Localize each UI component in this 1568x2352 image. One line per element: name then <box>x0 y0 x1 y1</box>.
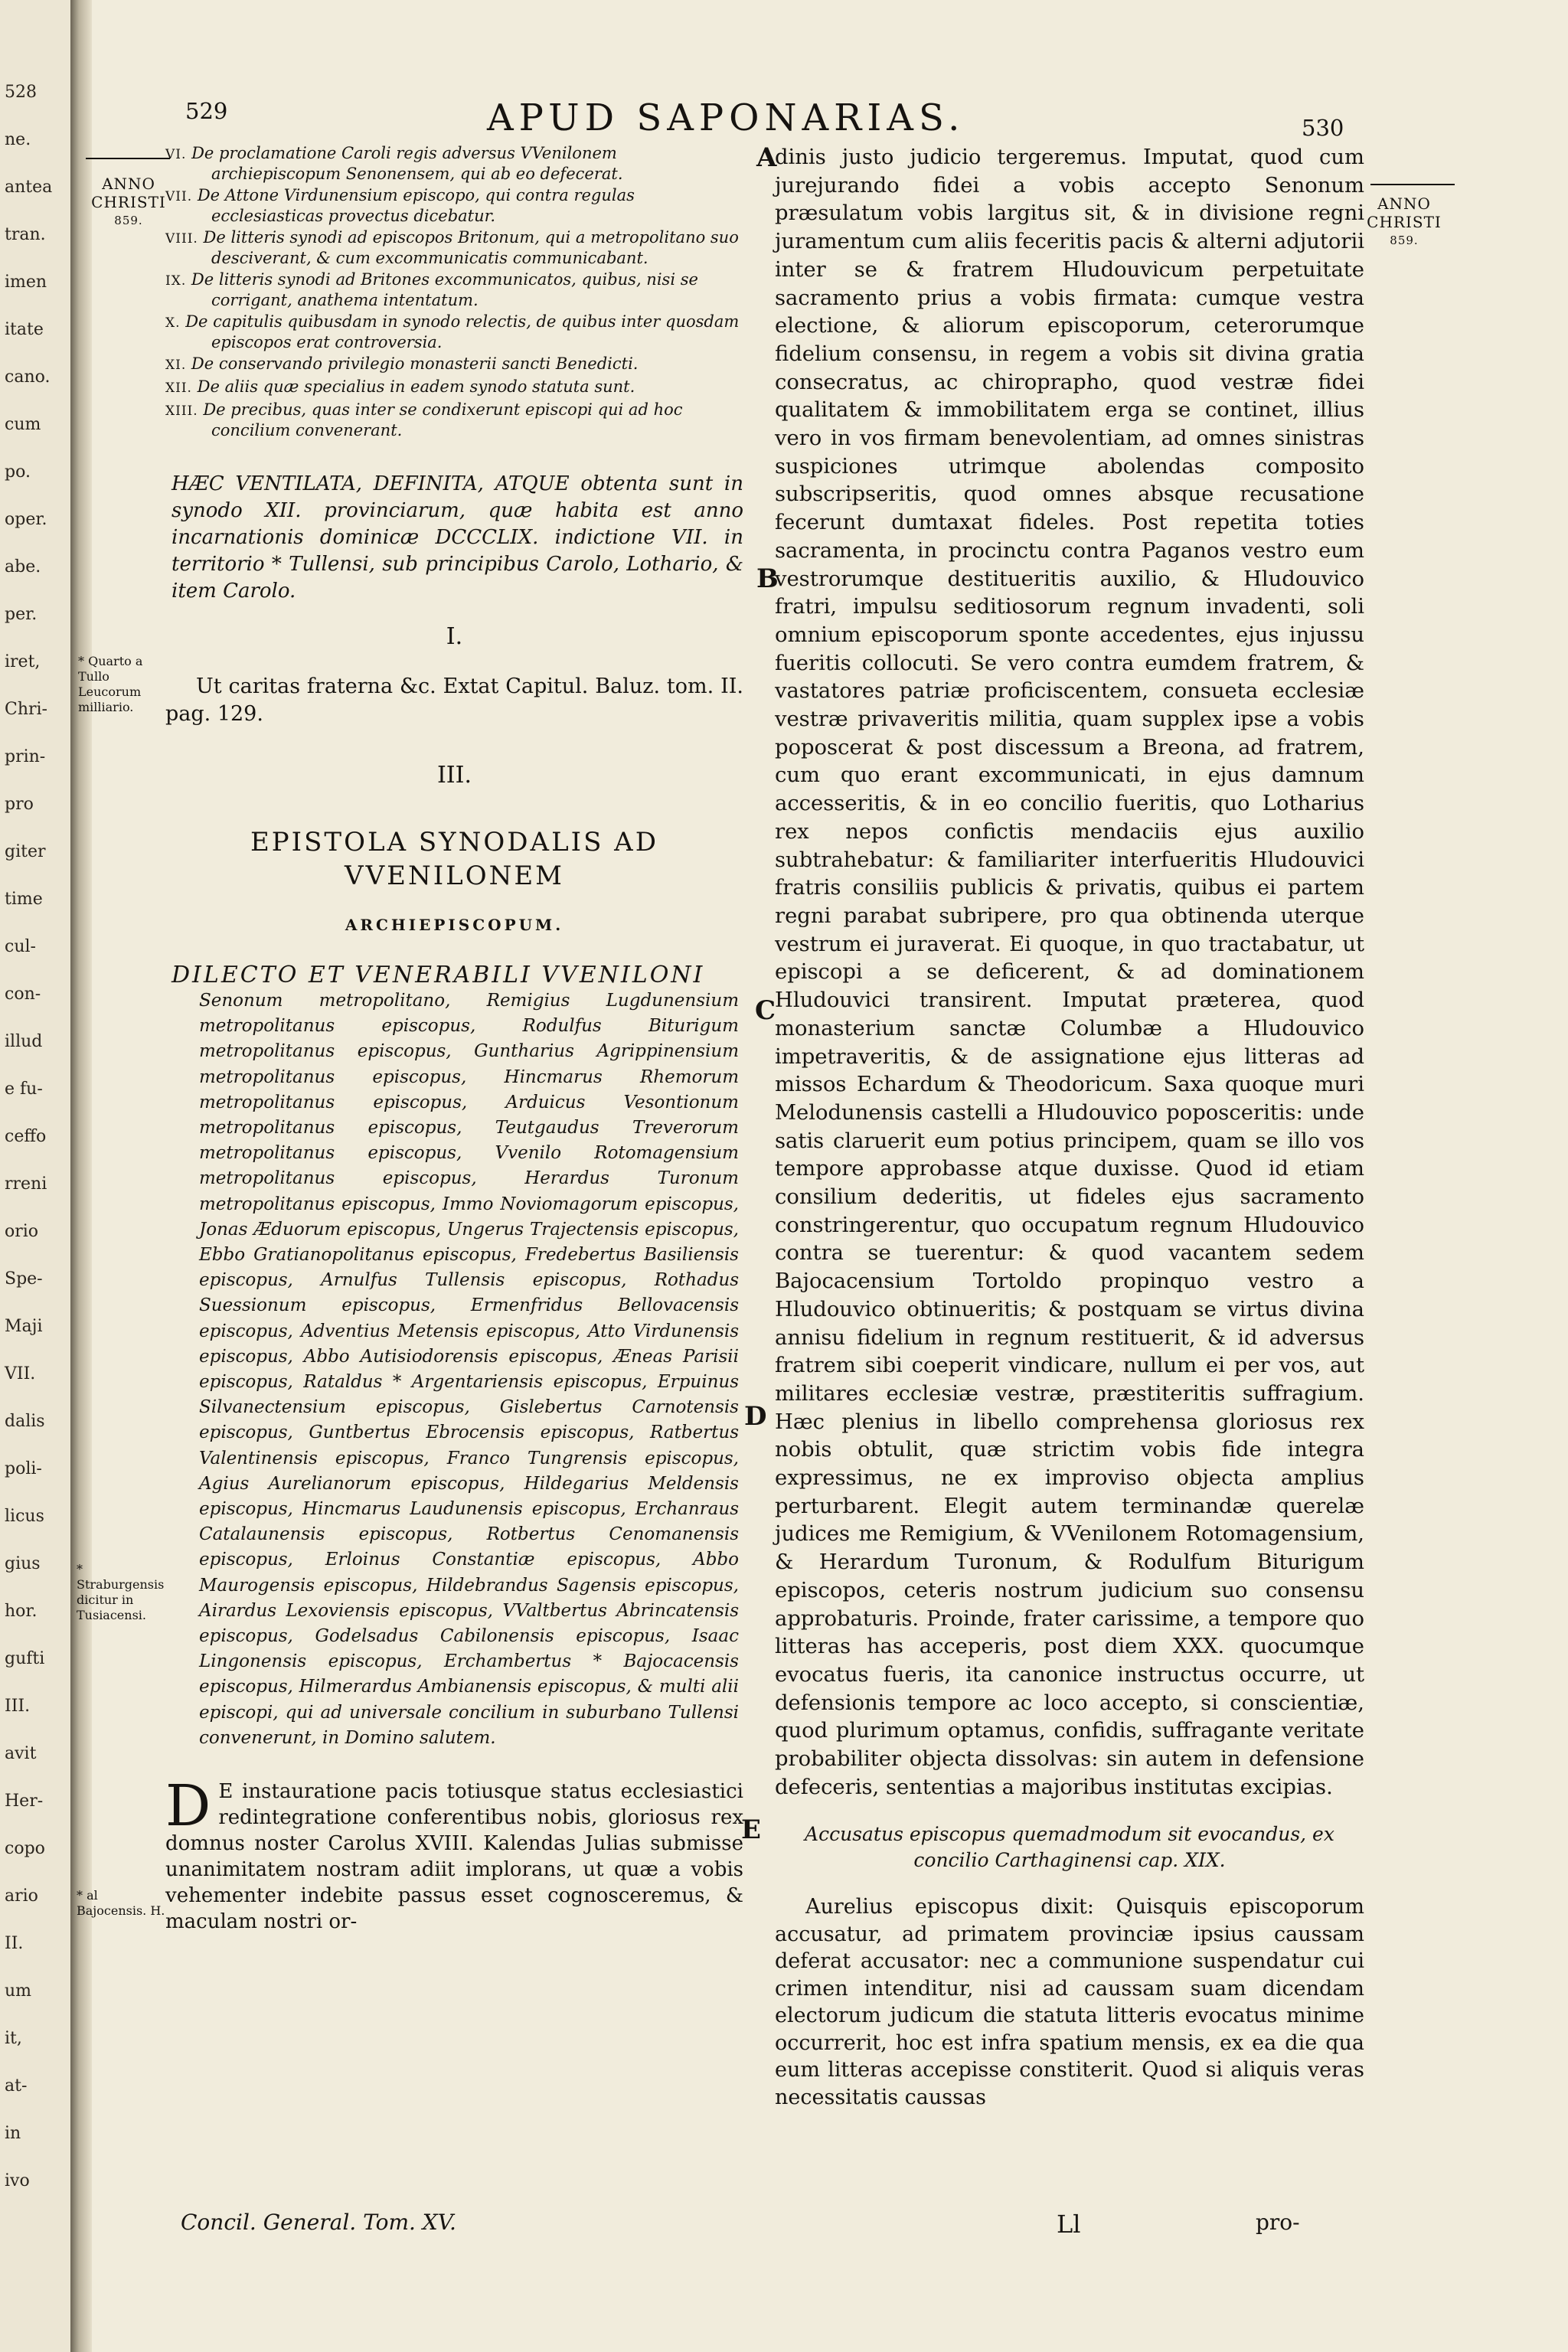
left-edge-fragment: Her- <box>5 1792 44 1811</box>
chapter-number: XII. <box>165 381 192 396</box>
footer-catchword: pro- <box>1256 2210 1300 2235</box>
left-column <box>165 144 743 1935</box>
left-edge-fragment: prin- <box>5 747 46 766</box>
chapter-text: De proclamatione Caroli regis adversus VVenilonem archiepiscopum Senonensem, qui ab eo defecerat. <box>191 144 623 183</box>
canon-text: Aurelius episcopus dixit: Quisquis episcoporum accusatur, ad primatem provinciæ ipsius caussam deferat accusator: nec a communione suspendatur cui crimen intenditur, nisi ad caussam suam dicendam electorum judicum die statuta litteris evocatus minime occurrerit, hoc est infra spatium mensis, ex ea die qua eum litteras accepisse constiterit. Quod si aliquis veras necessitatis caussas <box>775 1895 1364 2109</box>
left-edge-fragment: II. <box>5 1934 24 1953</box>
ventilata-paragraph: HÆC VENTILATA, DEFINITA, ATQUE obtenta sunt in synodo XII. provinciarum, quæ habita est anno incarnationis dominicæ DCCCLIX. indictione VII. in territorio * Tullensi, sub principibus Carolo, Lothario, & item Carolo. <box>172 472 743 603</box>
left-edge-fragment: tran. <box>5 225 46 244</box>
left-edge-fragment: illud <box>5 1032 43 1051</box>
left-edge-fragment: cul- <box>5 937 36 956</box>
left-edge-fragment: copo <box>5 1839 45 1858</box>
anno-christi-left <box>86 175 172 230</box>
side-note-tullo: * Quarto a Tullo Leucorum milliario. <box>78 654 143 714</box>
left-edge-fragment: ne. <box>5 130 31 149</box>
left-edge-fragment: gufti <box>5 1649 45 1668</box>
drop-capital: D <box>165 1773 211 1840</box>
chapter-list-item <box>165 312 743 352</box>
chapter-number: VII. <box>165 189 193 204</box>
left-edge-fragment: Spe- <box>5 1269 43 1289</box>
chapter-number: XI. <box>165 358 187 373</box>
left-edge-fragment: VII. <box>5 1364 36 1383</box>
page-number-left: 529 <box>185 98 228 124</box>
chapter-text: De precibus, quas inter se condixerunt episcopi qui ad hoc concilium convenerant. <box>203 400 683 439</box>
left-edge-fragment: hor. <box>5 1602 38 1621</box>
epistola-subtitle: ARCHIEPISCOPUM. <box>345 916 564 934</box>
left-edge-fragment: cano. <box>5 368 51 387</box>
left-edge-fragment: ario <box>5 1886 38 1906</box>
chapter-text: De litteris synodi ad episcopos Britonum, qui a metropolitano suo desciverant, & cum excommunicatis communicabant. <box>203 228 739 267</box>
anno-christi-right <box>1358 194 1450 250</box>
side-note-straburg: * Straburgensis dicitur in Tusiacensi. <box>77 1562 165 1622</box>
chapter-list-item <box>165 144 743 184</box>
left-edge-fragment: Chri- <box>5 700 47 719</box>
left-edge-fragment: time <box>5 890 43 909</box>
left-edge-fragment: rreni <box>5 1174 47 1194</box>
chapter-text: De conservando privilegio monasterii sancti Benedicti. <box>191 354 639 373</box>
chapter-list-item <box>165 354 743 375</box>
left-edge-fragment: avit <box>5 1744 37 1763</box>
page-number-right: 530 <box>1302 115 1344 141</box>
chapter-number: X. <box>165 315 181 331</box>
chapter-number: VIII. <box>165 231 198 247</box>
book-gutter <box>70 0 92 2352</box>
left-edge-fragment: 528 <box>5 83 37 102</box>
left-edge-fragment: gius <box>5 1554 41 1573</box>
chapter-list-item <box>165 270 743 310</box>
left-edge-fragment: dalis <box>5 1412 45 1431</box>
left-edge-fragment: giter <box>5 842 46 861</box>
dropcap-paragraph-text: E instauratione pacis totiusque status ecclesiastici redintegratione conferentibus nobis, gloriosus rex domnus noster Carolus XVIII. Kalendas Julias submisse unanimitatem nostram adiit implorans, ut quæ a vobis vehementer indebite passus esset cognosceremus, & maculam nostri or- <box>165 1780 743 1934</box>
left-edge-fragment: in <box>5 2124 21 2143</box>
left-edge-fragment: at- <box>5 2076 28 2096</box>
section-letter-c: C <box>755 995 776 1026</box>
left-edge-fragment: ceffo <box>5 1127 47 1146</box>
left-edge-fragment: abe. <box>5 557 41 577</box>
running-title: APUD SAPONARIAS. <box>487 96 965 139</box>
anno-christi-left-label: ANNO CHRISTI <box>91 175 166 211</box>
chapter-number: XIII. <box>165 403 198 419</box>
left-edge-fragment: con- <box>5 985 41 1004</box>
section-one-text: Ut caritas fraterna &c. Extat Capitul. Baluz. tom. II. pag. 129. <box>165 675 743 726</box>
left-page-edge <box>0 0 70 2352</box>
section-letter-e: E <box>741 1815 761 1845</box>
left-edge-fragment: po. <box>5 462 31 482</box>
left-edge-fragment: ivo <box>5 2171 30 2190</box>
left-edge-fragment: um <box>5 1981 32 2001</box>
section-letter-a: A <box>756 142 777 173</box>
anno-christi-right-label: ANNO CHRISTI <box>1367 194 1442 231</box>
left-edge-fragment: III. <box>5 1697 31 1716</box>
left-edge-fragment: itate <box>5 320 44 339</box>
section-number-three: III. <box>436 762 472 789</box>
left-edge-fragment: e fu- <box>5 1080 43 1099</box>
chapter-list-item <box>165 377 743 398</box>
salutation-lead: DILECTO ET VENERABILI VVENILONI <box>172 962 705 988</box>
margin-rule-right <box>1370 184 1455 185</box>
left-edge-fragment: antea <box>5 178 53 197</box>
footer-volume: Concil. General. Tom. XV. <box>181 2210 456 2235</box>
left-edge-fragment: orio <box>5 1222 39 1241</box>
margin-rule-left <box>86 158 170 159</box>
right-main-text: dinis justo judicio tergeremus. Imputat, quod cum jurejurando fidei a vobis accepto Senonum præsulatum vobis largitus sit, & in divisione regni juramentum cum aliis feceritis pacis & alterni adjutorii inter se & fratrem Hludouvicum perpetuitate sacramento prius a vobis firmata: cumque vestra electione, & aliorum episcoporum, ceterorumque fidelium consensu, in regem a vobis sit divina gratia consecratus, ac chiroprapho, quod vestræ fidei qualitatem & immobilitatem erga se continet, illius vero in vos firmam benevolentiam, ad omnes sinistras suspiciones utrimque abolendas composito subscripseritis, quod omnes absque recusatione fecerunt dumtaxat fideles. Post repetita toties sacramenta, in procinctu contra Paganos vestro eum vestrorumque destitueritis auxilio, & Hludouvico fratri, impulsu seditiosorum regnum invadenti, soli omnium episcoporum sponte accedentes, ejus injussu fueritis collocuti. Se vero contra eumdem fratrem, & vastatores patriæ proficiscentem, consueta ecclesiæ vestræ privaveritis militia, quam supplex ipse a vobis poposcerat & post discessum a Breona, ad fratrem, cum quo erant excommunicati, in ejus damnum accesseritis, & in eo concilio fueritis, quo Lotharius rex nepos confictis mendaciis ejus auxilio subtrahebatur: & familiariter interfueritis Hludouvici fratris consiliis publicis & privatis, quibus ei partem regni parabat subripere, pro qua obtinenda uterque vestrum ei juraverat. Ei quoque, in quo tractabatur, ut episcopi a se deficerent, & ad dominationem Hludouvici transirent. Imputat præterea, quod monasterium sanctæ Columbæ a Hludouvico impetraveritis, & de assignatione ejus litteras ad missos Echardum & Theodoricum. Saxa quoque muri Melodunensis castelli a Hludouvico poposceritis: unde satis claruerit eum potius principem, quam se illo vos tempore approbasse atque duxisse. Quod id etiam consilium dederitis, ut fideles ejus sacramento constringerentur, quo occupatum regnum Hludouvico contra se tuerentur: & quod vacantem sedem Bajocacensium Tortoldo propinquo vestro a Hludouvico obtinueritis; & postquam se virtus divina annisu fidelium in regnum restituerit, & id adversus fratrem sibi coeperit vindicare, nullum ei per vos, aut militares ecclesiæ vestræ, præstiteritis suffragium. Hæc plenius in libello comprehensa gloriosus rex nobis obtulit, quæ strictim vobis fide integra expressimus, ne ex improviso objecta amplius perturbarent. Elegit autem terminandæ querelæ judices me Remigium, & VVenilonem Rotomagensium, & Herardum Turonum, & Rodulfum Biturigum episcopos, ceteris nostrum judicium suo consensu approbaturis. Proinde, frater carissime, a tempore quo litteras has acceperis, post diem XXX. quocumque evocatus fueris, ita canonice instructus occurre, ut defensionis tempore ac loco accepto, si conscientiæ, quod plurimum optamus, confidis, suffragante veritate probabiliter objecta dissolvas: sin autem in defensione defeceris, sententias a majoribus institutas excipias. <box>775 145 1364 1799</box>
chapter-text: De aliis quæ specialius in eadem synodo statuta sunt. <box>197 377 635 396</box>
dropcap-paragraph <box>165 1773 743 1935</box>
salutation-body: Senonum metropolitano, Remigius Lugdunensium metropolitanus episcopus, Rodulfus Biturigum metropolitanus episcopus, Guntharius Agrippinensium metropolitanus episcopus, Hincmarus Rhemorum metropolitanus episcopus, Arduicus Vesontionum metropolitanus episcopus, Teutgaudus Treverorum metropolitanus episcopus, Vvenilo Rotomagensium metropolitanus episcopus, Herardus Turonum metropolitanus episcopus, Immo Noviomagorum episcopus, Jonas Æduorum episcopus, Ungerus Trajectensis episcopus, Ebbo Gratianopolitanus episcopus, Fredebertus Basiliensis episcopus, Arnulfus Tullensis episcopus, Rothadus Suessionum episcopus, Ermenfridus Bellovacensis episcopus, Adventius Metensis episcopus, Atto Virdunensis episcopus, Abbo Autisiodorensis episcopus, Æneas Parisii episcopus, Rataldus * Argentariensis episcopus, Erpuinus Silvanectensium episcopus, Gislebertus Carnotensis episcopus, Guntbertus Ebrocensis episcopus, Ratbertus Valentinensis episcopus, Franco Tungrensis episcopus, Agius Aurelianorum episcopus, Hildegarius Meldensis episcopus, Hincmarus Laudunensis episcopus, Erchanraus Catalaunensis episcopus, Rotbertus Cenomanensis episcopus, Erloinus Constantiæ episcopus, Abbo Maurogensis episcopus, Hildebrandus Sagensis episcopus, Airardus Lexoviensis episcopus, VValtbertus Abrincatensis episcopus, Godelsadus Cabilonensis episcopus, Isaac Lingonensis episcopus, Erchambertus * Bajocacensis episcopus, Hilmerardus Ambianensis episcopus, & multi alii episcopi, qui ad universale concilium in suburbano Tullensi convenerunt, in Domino salutem. <box>199 991 739 1748</box>
chapter-list-item <box>165 228 743 268</box>
footer-signature: Ll <box>1057 2210 1081 2239</box>
anno-christi-left-year: 859. <box>114 214 143 227</box>
chapter-text: De capitulis quibusdam in synodo relectis, de quibus inter quosdam episcopos erat controversia. <box>185 312 740 351</box>
left-edge-fragment: licus <box>5 1507 44 1526</box>
left-edge-fragment: iret, <box>5 652 41 671</box>
chapter-list-item <box>165 400 743 440</box>
canon-caption: Accusatus episcopus quemadmodum sit evocandus, ex concilio Carthaginensi cap. XIX. <box>805 1823 1334 1872</box>
epistola-title: EPISTOLA SYNODALIS AD VVENILONEM <box>250 827 658 891</box>
left-edge-fragment: Maji <box>5 1317 43 1336</box>
chapter-text: De litteris synodi ad Britones excommunicatos, quibus, nisi se corrigant, anathema intentatum. <box>191 270 698 309</box>
left-edge-fragment: oper. <box>5 510 47 529</box>
chapter-text: De Attone Virdunensium episcopo, qui contra regulas ecclesiasticas provectus dicebatur. <box>197 186 635 225</box>
left-edge-fragment: per. <box>5 605 38 624</box>
left-edge-fragment: poli- <box>5 1459 42 1478</box>
left-edge-fragment: cum <box>5 415 41 434</box>
chapter-list-item <box>165 186 743 226</box>
left-edge-fragment: pro <box>5 795 34 814</box>
section-letter-d: D <box>744 1401 767 1432</box>
chapter-list <box>165 144 743 440</box>
anno-christi-right-year: 859. <box>1390 234 1419 247</box>
right-column <box>775 144 1364 2111</box>
left-edge-fragment: imen <box>5 273 47 292</box>
section-letter-b: B <box>756 564 779 594</box>
section-number-one: I. <box>446 623 463 650</box>
side-note-bajocensis: * al Bajocensis. H. <box>77 1888 165 1918</box>
chapter-number: IX. <box>165 273 187 289</box>
chapter-number: VI. <box>165 147 187 162</box>
left-edge-fragment: it, <box>5 2029 22 2048</box>
